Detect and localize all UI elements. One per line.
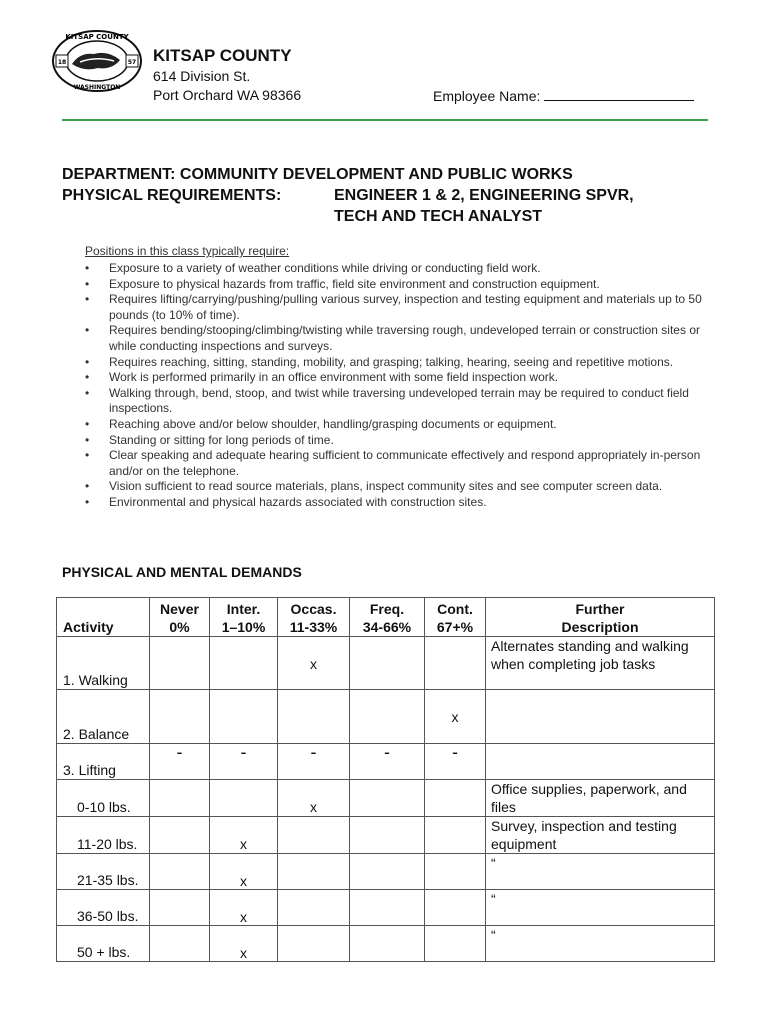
description-cell: “ [486, 854, 715, 890]
positions-line-1: ENGINEER 1 & 2, ENGINEERING SPVR, [334, 187, 634, 204]
svg-text:57: 57 [127, 59, 137, 66]
never-cell [150, 890, 210, 926]
department-block [62, 164, 634, 227]
physical-requirements-label: PHYSICAL REQUIREMENTS: [62, 187, 282, 204]
never-cell [150, 637, 210, 690]
freq-cell [350, 854, 425, 890]
list-item: • Work is performed primarily in an office environment with some field inspection work. [82, 370, 712, 386]
table-row [57, 854, 715, 890]
col-description: Further Description [486, 598, 715, 637]
freq-cell [350, 890, 425, 926]
never-cell [150, 817, 210, 854]
list-item: • Vision sufficient to read source materials, plans, inspect community sites and see computer screen data. [82, 479, 712, 495]
table-row [57, 890, 715, 926]
table-row [57, 817, 715, 854]
demands-table [56, 597, 715, 962]
occas-cell: x [278, 637, 350, 690]
cont-cell: x [425, 690, 486, 744]
description-cell: “ [486, 926, 715, 962]
requirements-intro: Positions in this class typically require: [85, 244, 290, 258]
svg-text:18: 18 [57, 59, 67, 66]
activity-cell: 3. Lifting [57, 744, 150, 780]
employee-name-blank[interactable] [544, 87, 694, 101]
col-freq: Freq. 34-66% [350, 598, 425, 637]
department-line: DEPARTMENT: COMMUNITY DEVELOPMENT AND PUBLIC WORKS [62, 166, 573, 183]
freq-cell [350, 690, 425, 744]
requirements-list [82, 261, 712, 511]
cont-cell [425, 637, 486, 690]
activity-cell: 1. Walking [57, 637, 150, 690]
occas-cell: x [278, 780, 350, 817]
table-row [57, 780, 715, 817]
list-item: • Requires bending/stooping/climbing/twisting while traversing rough, undeveloped terrain or construction sites or while conducting inspections and surveys. [82, 323, 712, 354]
occas-cell [278, 890, 350, 926]
inter-cell: - [210, 744, 278, 780]
activity-cell: 0-10 lbs. [57, 780, 150, 817]
col-occas: Occas. 11-33% [278, 598, 350, 637]
svg-text:WASHINGTON: WASHINGTON [73, 84, 121, 91]
description-cell: Survey, inspection and testing equipment [486, 817, 715, 854]
cont-cell [425, 817, 486, 854]
physical-requirements-line [62, 185, 634, 206]
activity-cell: 21-35 lbs. [57, 854, 150, 890]
list-item: • Requires reaching, sitting, standing, mobility, and grasping; talking, hearing, seeing and repetitive motions. [82, 355, 712, 371]
freq-cell: - [350, 744, 425, 780]
activity-cell: 11-20 lbs. [57, 817, 150, 854]
table-header-row [57, 598, 715, 637]
svg-text:KITSAP COUNTY: KITSAP COUNTY [65, 33, 129, 41]
col-never: Never 0% [150, 598, 210, 637]
description-cell [486, 690, 715, 744]
county-seal-logo [50, 28, 144, 94]
cont-cell [425, 926, 486, 962]
never-cell [150, 780, 210, 817]
never-cell: - [150, 744, 210, 780]
never-cell [150, 926, 210, 962]
freq-cell [350, 637, 425, 690]
cont-cell [425, 890, 486, 926]
occas-cell [278, 854, 350, 890]
employee-name-label: Employee Name: [433, 88, 541, 104]
occas-cell [278, 690, 350, 744]
occas-cell [278, 817, 350, 854]
inter-cell [210, 637, 278, 690]
activity-cell: 50 + lbs. [57, 926, 150, 962]
activity-cell: 36-50 lbs. [57, 890, 150, 926]
cont-cell: - [425, 744, 486, 780]
table-row [57, 926, 715, 962]
address-line-2: Port Orchard WA 98366 [153, 87, 302, 103]
description-cell: “ [486, 890, 715, 926]
list-item: • Walking through, bend, stoop, and twist while traversing undeveloped terrain may be required to conduct field inspections. [82, 386, 712, 417]
col-activity: Activity [57, 598, 150, 637]
inter-cell: x [210, 817, 278, 854]
county-name: KITSAP COUNTY [153, 46, 292, 65]
freq-cell [350, 780, 425, 817]
list-item: • Standing or sitting for long periods of time. [82, 433, 712, 449]
never-cell [150, 854, 210, 890]
inter-cell: x [210, 926, 278, 962]
activity-cell: 2. Balance [57, 690, 150, 744]
never-cell [150, 690, 210, 744]
inter-cell [210, 780, 278, 817]
demands-title: PHYSICAL AND MENTAL DEMANDS [62, 564, 302, 580]
table-row [57, 690, 715, 744]
table-row [57, 744, 715, 780]
list-item: • Exposure to a variety of weather conditions while driving or conducting field work. [82, 261, 712, 277]
description-cell: Alternates standing and walking when completing job tasks [486, 637, 715, 690]
description-cell: Office supplies, paperwork, and files [486, 780, 715, 817]
header-divider [62, 119, 708, 121]
cont-cell [425, 854, 486, 890]
inter-cell: x [210, 854, 278, 890]
occas-cell [278, 926, 350, 962]
list-item: • Exposure to physical hazards from traffic, field site environment and construction equipment. [82, 277, 712, 293]
freq-cell [350, 926, 425, 962]
inter-cell [210, 690, 278, 744]
inter-cell: x [210, 890, 278, 926]
col-inter: Inter. 1–10% [210, 598, 278, 637]
cont-cell [425, 780, 486, 817]
occas-cell: - [278, 744, 350, 780]
positions-line-2: TECH AND TECH ANALYST [334, 208, 543, 225]
address-line-1: 614 Division St. [153, 68, 251, 84]
list-item: • Reaching above and/or below shoulder, handling/grasping documents or equipment. [82, 417, 712, 433]
freq-cell [350, 817, 425, 854]
list-item: • Environmental and physical hazards associated with construction sites. [82, 495, 712, 511]
col-cont: Cont. 67+% [425, 598, 486, 637]
description-cell [486, 744, 715, 780]
list-item: • Clear speaking and adequate hearing sufficient to communicate effectively and respond appropriately in-person and/or on the telephone. [82, 448, 712, 479]
list-item: • Requires lifting/carrying/pushing/pulling various survey, inspection and testing equipment and materials up to 50 pounds (to 10% of time). [82, 292, 712, 323]
employee-name-field[interactable] [433, 87, 694, 104]
table-row [57, 637, 715, 690]
